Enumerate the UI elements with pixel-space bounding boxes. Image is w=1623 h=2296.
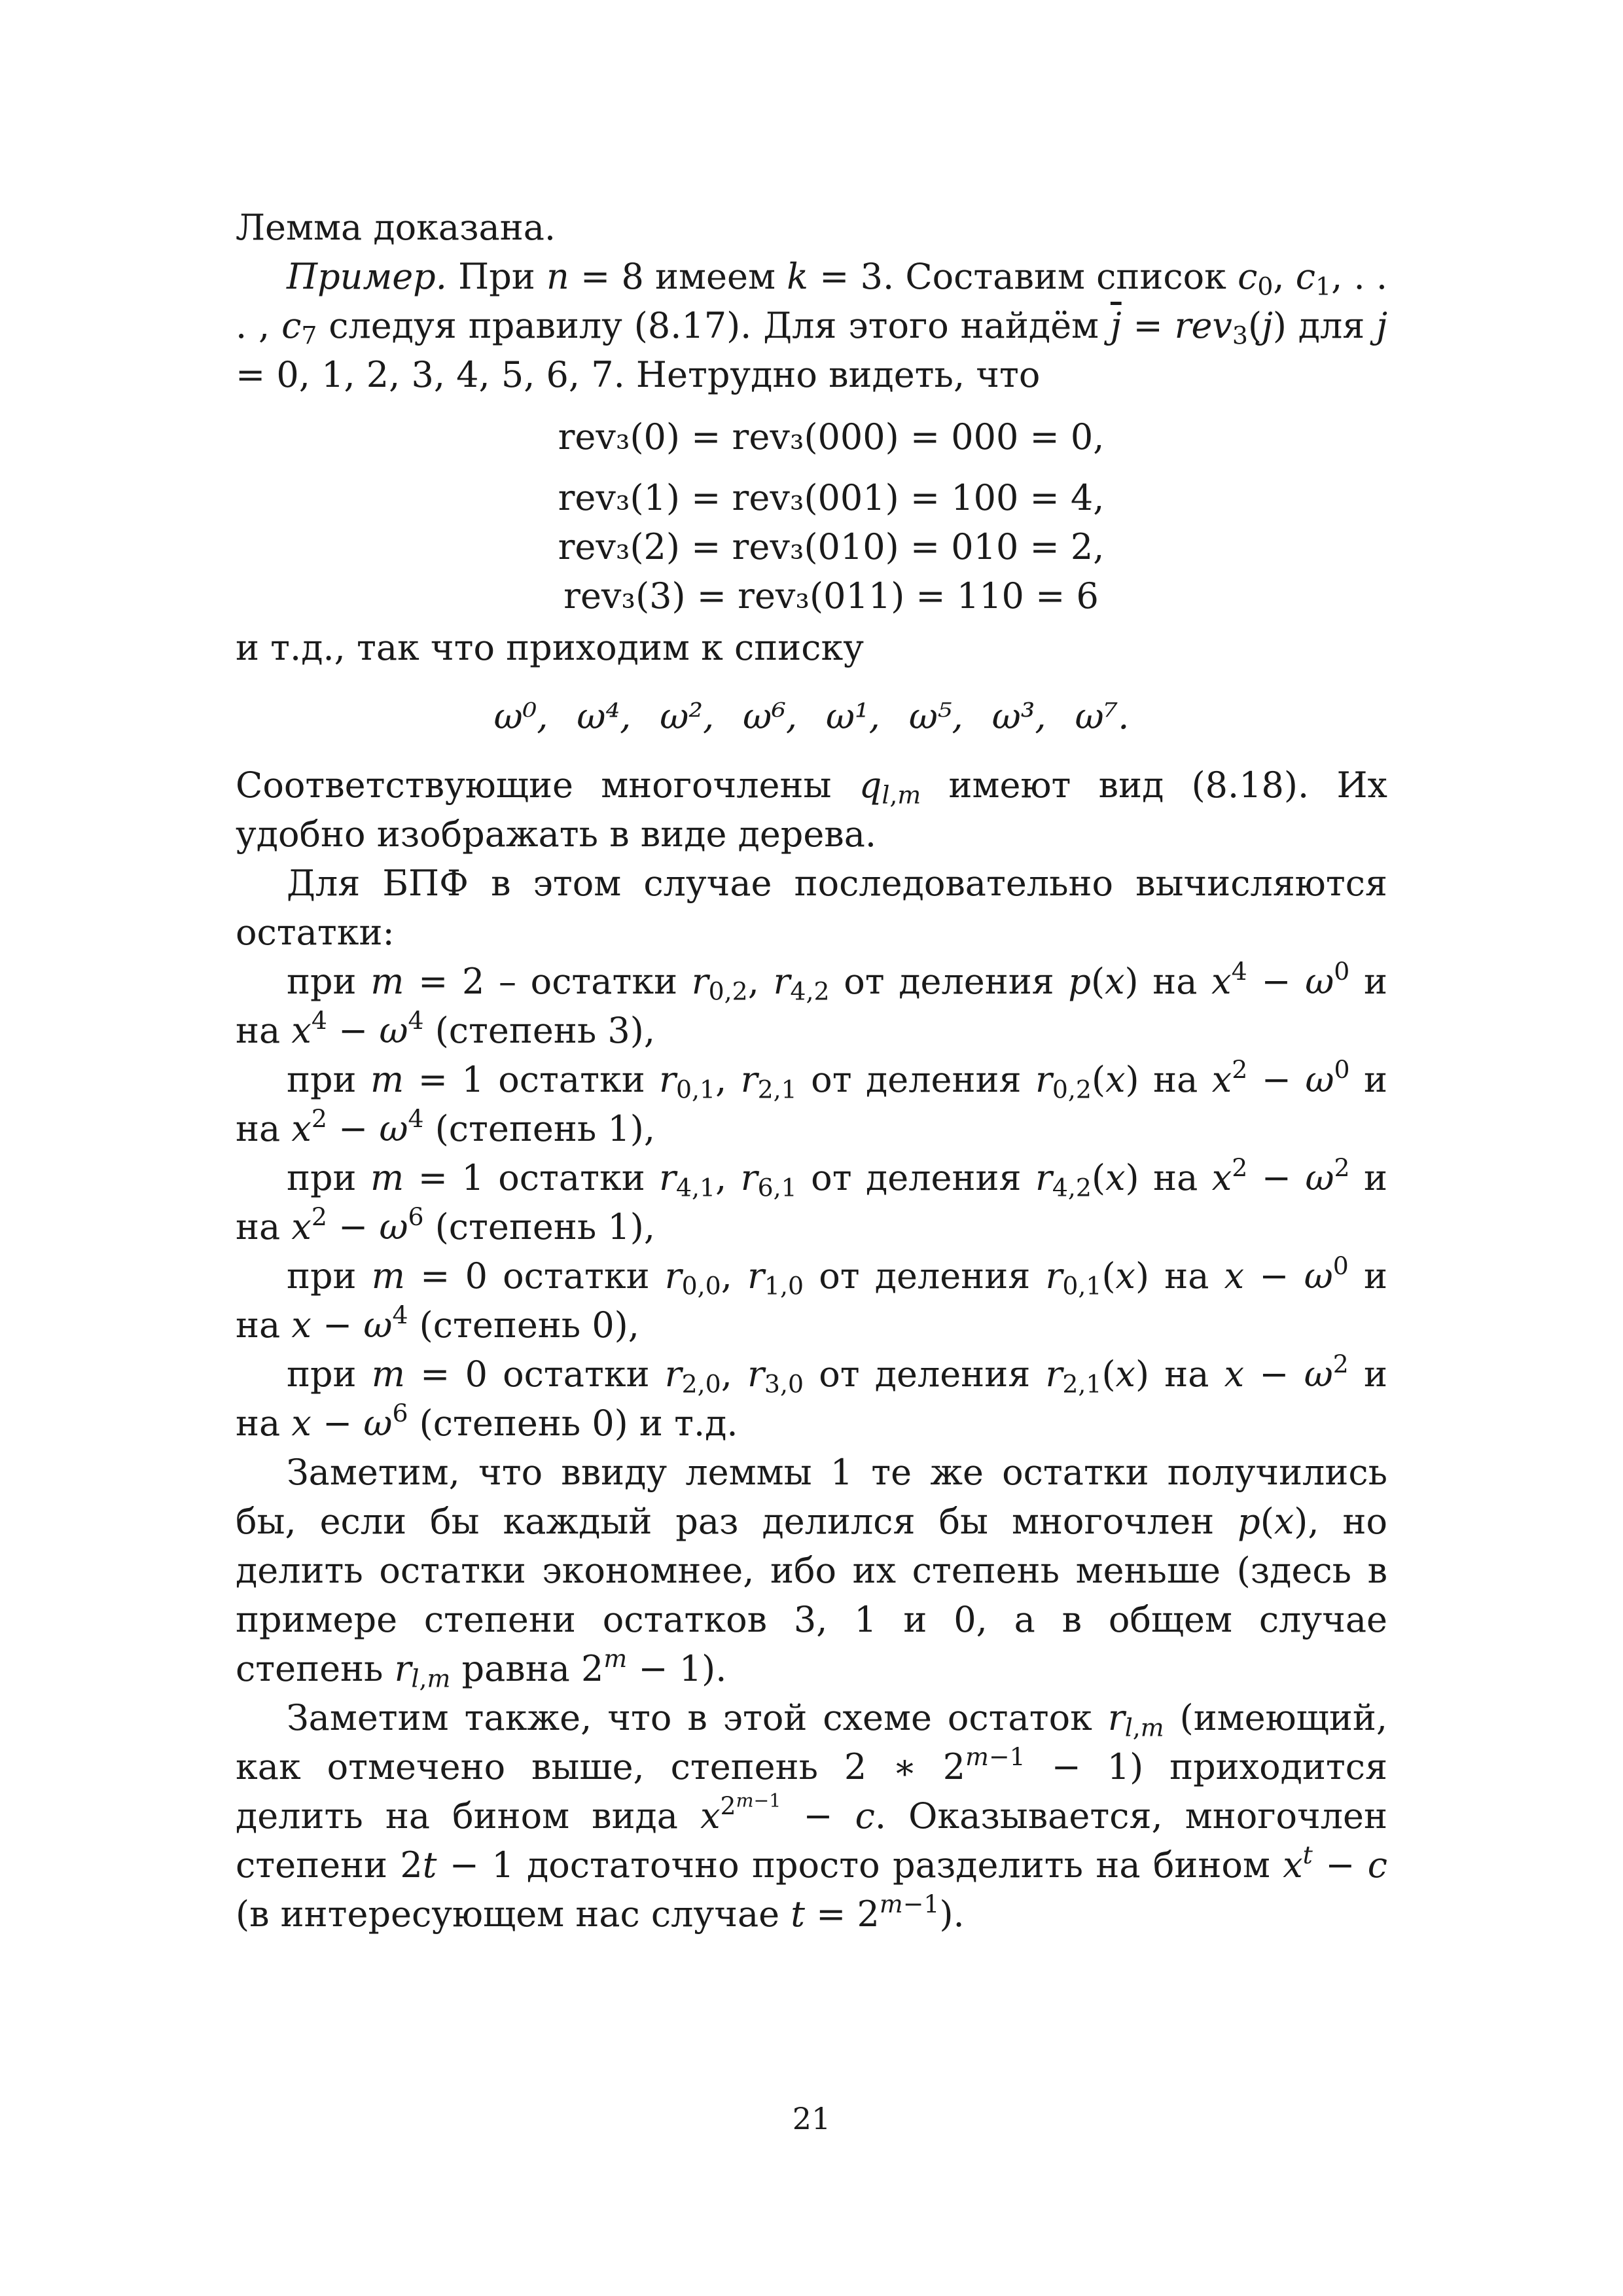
example-label: Пример.	[287, 256, 447, 297]
polynomials-paragraph: Соответствующие многочлены $q_{l,m}$ имеют вид (8.18). Их удобно изображать в виде дерева.	[236, 764, 1387, 855]
page-body	[236, 203, 1387, 1939]
omega-list-item: ω⁵,	[908, 696, 963, 737]
remainder-step-1: при m = 2 – остатки $r_{0,2}$, $r_{4,2}$ от деления p(x) на $x^4 - \omega^0$ и на $x^4 - \omega^4$ (степень 3),	[236, 957, 1388, 1051]
note-paragraph-1: Заметим, что ввиду леммы 1 те же остатки получились бы, если бы каждый раз делился бы многочлен p(x), но делить остатки экономнее, ибо их степень меньше (здесь в примере степени остатков 3, 1 и 0, а в общем случае степень $r_{l,m}$ равна $2^m - 1$).	[236, 1452, 1387, 1693]
remainder-step-2: при m = 1 остатки $r_{0,1}$, $r_{2,1}$ от деления $r_{0,2}(x)$ на $x^2 - \omega^0$ и на $x^2 - \omega^4$ (степень 1),	[236, 1055, 1388, 1149]
note-paragraph-2: Заметим также, что в этой схеме остаток $r_{l,m}$ (имеющий, как отмечено выше, степень 2 ∗ $2^{m-1} - 1$) приходится делить на бином вида $x^{2^{m-1}} - c$. Оказывается, многочлен степени 2t − 1 достаточно просто разделить на бином $x^t - c$ (в интересующем нас случае $t = 2^{m-1}$).	[236, 1697, 1388, 1935]
omega-list	[236, 692, 1387, 741]
fft-intro: Для БПФ в этом случае последовательно вычисляются остатки:	[236, 863, 1387, 953]
lemma-proved: Лемма доказана.	[236, 207, 556, 248]
equation-rev3-1: rev₃(1) = rev₃(001) = 100 = 4,	[558, 477, 1105, 518]
remainder-step-3: при m = 1 остатки $r_{4,1}$, $r_{6,1}$ от деления $r_{4,2}(x)$ на $x^2 - \omega^2$ и на $x^2 - \omega^6$ (степень 1),	[236, 1153, 1388, 1247]
remainder-step-5: при m = 0 остатки $r_{2,0}$, $r_{3,0}$ от деления $r_{2,1}(x)$ на $x - \omega^2$ и на $x - \omega^6$ (степень 0) и т.д.	[236, 1350, 1388, 1444]
omega-list-item: ω¹,	[826, 696, 880, 737]
etc-line: и т.д., так что приходим к списку	[236, 627, 865, 668]
omega-list-item: ω³,	[991, 696, 1046, 737]
omega-list-item: ω⁷.	[1075, 696, 1130, 737]
omega-list-item: ω⁴,	[577, 696, 632, 737]
omega-list-item: ω⁰,	[493, 696, 548, 737]
page-number: 21	[792, 2101, 831, 2136]
equation-rev3-3: rev₃(3) = rev₃(011) = 110 = 6	[563, 575, 1099, 617]
omega-list-item: ω⁶,	[743, 696, 797, 737]
example-paragraph: Пример. При n = 8 имеем k = 3. Составим список $c_0$, $c_1$, . . . , $c_7$ следуя правилу (8.17). Для этого найдём $\overline{j} = rev_3(j)$ для j = 0, 1, 2, 3, 4, 5, 6, 7. Нетрудно видеть, что	[236, 256, 1388, 395]
omega-list-item: ω²,	[660, 696, 715, 737]
equation-rev3-2: rev₃(2) = rev₃(010) = 010 = 2,	[558, 526, 1105, 567]
remainder-step-4: при m = 0 остатки $r_{0,0}$, $r_{1,0}$ от деления $r_{0,1}(x)$ на $x - \omega^0$ и на $x - \omega^4$ (степень 0),	[236, 1251, 1388, 1346]
equation-rev3-0: rev₃(0) = rev₃(000) = 000 = 0,	[558, 416, 1105, 457]
